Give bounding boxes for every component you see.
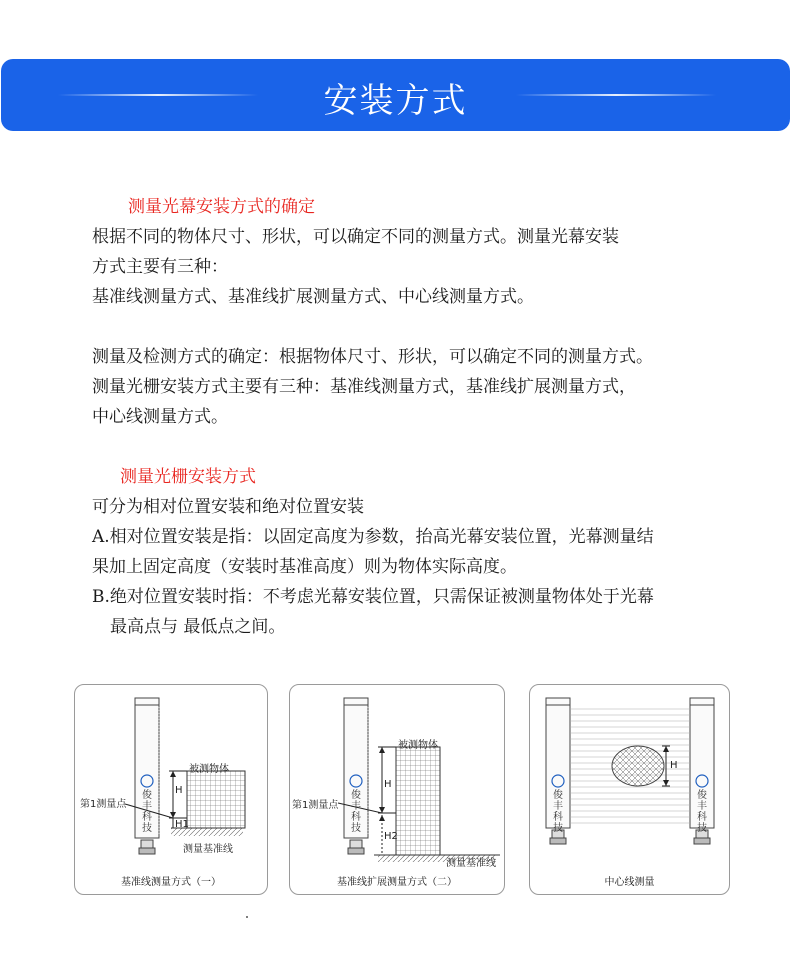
diagram-baseline-measurement	[74, 684, 268, 895]
object-label: 被测物体	[189, 764, 229, 775]
section3-line: 最高点与 最低点之间。	[110, 617, 286, 637]
point-label: 第1测量点	[292, 800, 339, 811]
section2-line: 测量光栅安装方式主要有三种：基准线测量方式，基准线扩展测量方式，	[92, 377, 636, 397]
section3-line: 可分为相对位置安装和绝对位置安装	[92, 497, 364, 517]
banner-title: 安装方式	[323, 81, 468, 121]
section3-line: A.相对位置安装是指：以固定高度为参数，抬高光幕安装位置，光幕测量结	[92, 527, 654, 547]
section1-heading: 测量光幕安装方式的确定	[128, 197, 315, 217]
h-label: H	[175, 785, 183, 796]
section1-line: 方式主要有三种：	[92, 257, 228, 277]
diagram-caption: 中心线测量	[604, 877, 655, 888]
diagram-caption: 基准线扩展测量方式（二）	[337, 877, 457, 888]
diagram-1-drawing	[75, 685, 267, 894]
section1-line: 根据不同的物体尺寸、形状，可以确定不同的测量方式。测量光幕安装	[92, 227, 619, 247]
h-label: H	[384, 779, 392, 790]
brand-vertical-text-left: 俊丰科技	[553, 790, 563, 834]
brand-vertical-text: 俊丰科技	[351, 790, 361, 834]
point-label: 第1测量点	[80, 799, 127, 810]
section1-line: 基准线测量方式、基准线扩展测量方式、中心线测量方式。	[92, 287, 534, 307]
section3-line: 果加上固定高度（安装时基准高度）则为物体实际高度。	[92, 557, 517, 577]
section3-line: B.绝对位置安装时指：不考虑光幕安装位置，只需保证被测量物体处于光幕	[92, 587, 654, 607]
stray-dot	[246, 916, 248, 918]
brand-vertical-text-right: 俊丰科技	[697, 790, 707, 834]
section2-line: 中心线测量方式。	[92, 407, 228, 427]
h2-label: H2	[384, 831, 398, 842]
diagram-caption: 基准线测量方式（一）	[121, 877, 221, 888]
diagram-extended-baseline-measurement	[289, 684, 505, 895]
baseline-label: 测量基准线	[183, 844, 233, 855]
banner-right-line	[516, 94, 716, 96]
diagram-centerline-measurement	[529, 684, 730, 895]
section2-line: 测量及检测方式的确定：根据物体尺寸、形状，可以确定不同的测量方式。	[92, 347, 653, 367]
brand-vertical-text: 俊丰科技	[142, 790, 152, 834]
h-label: H	[670, 760, 678, 771]
title-banner	[1, 59, 790, 131]
h1-label: H1	[175, 819, 189, 830]
baseline-label: 测量基准线	[446, 858, 496, 869]
object-label: 被测物体	[398, 740, 438, 751]
section3-heading: 测量光栅安装方式	[120, 467, 256, 487]
